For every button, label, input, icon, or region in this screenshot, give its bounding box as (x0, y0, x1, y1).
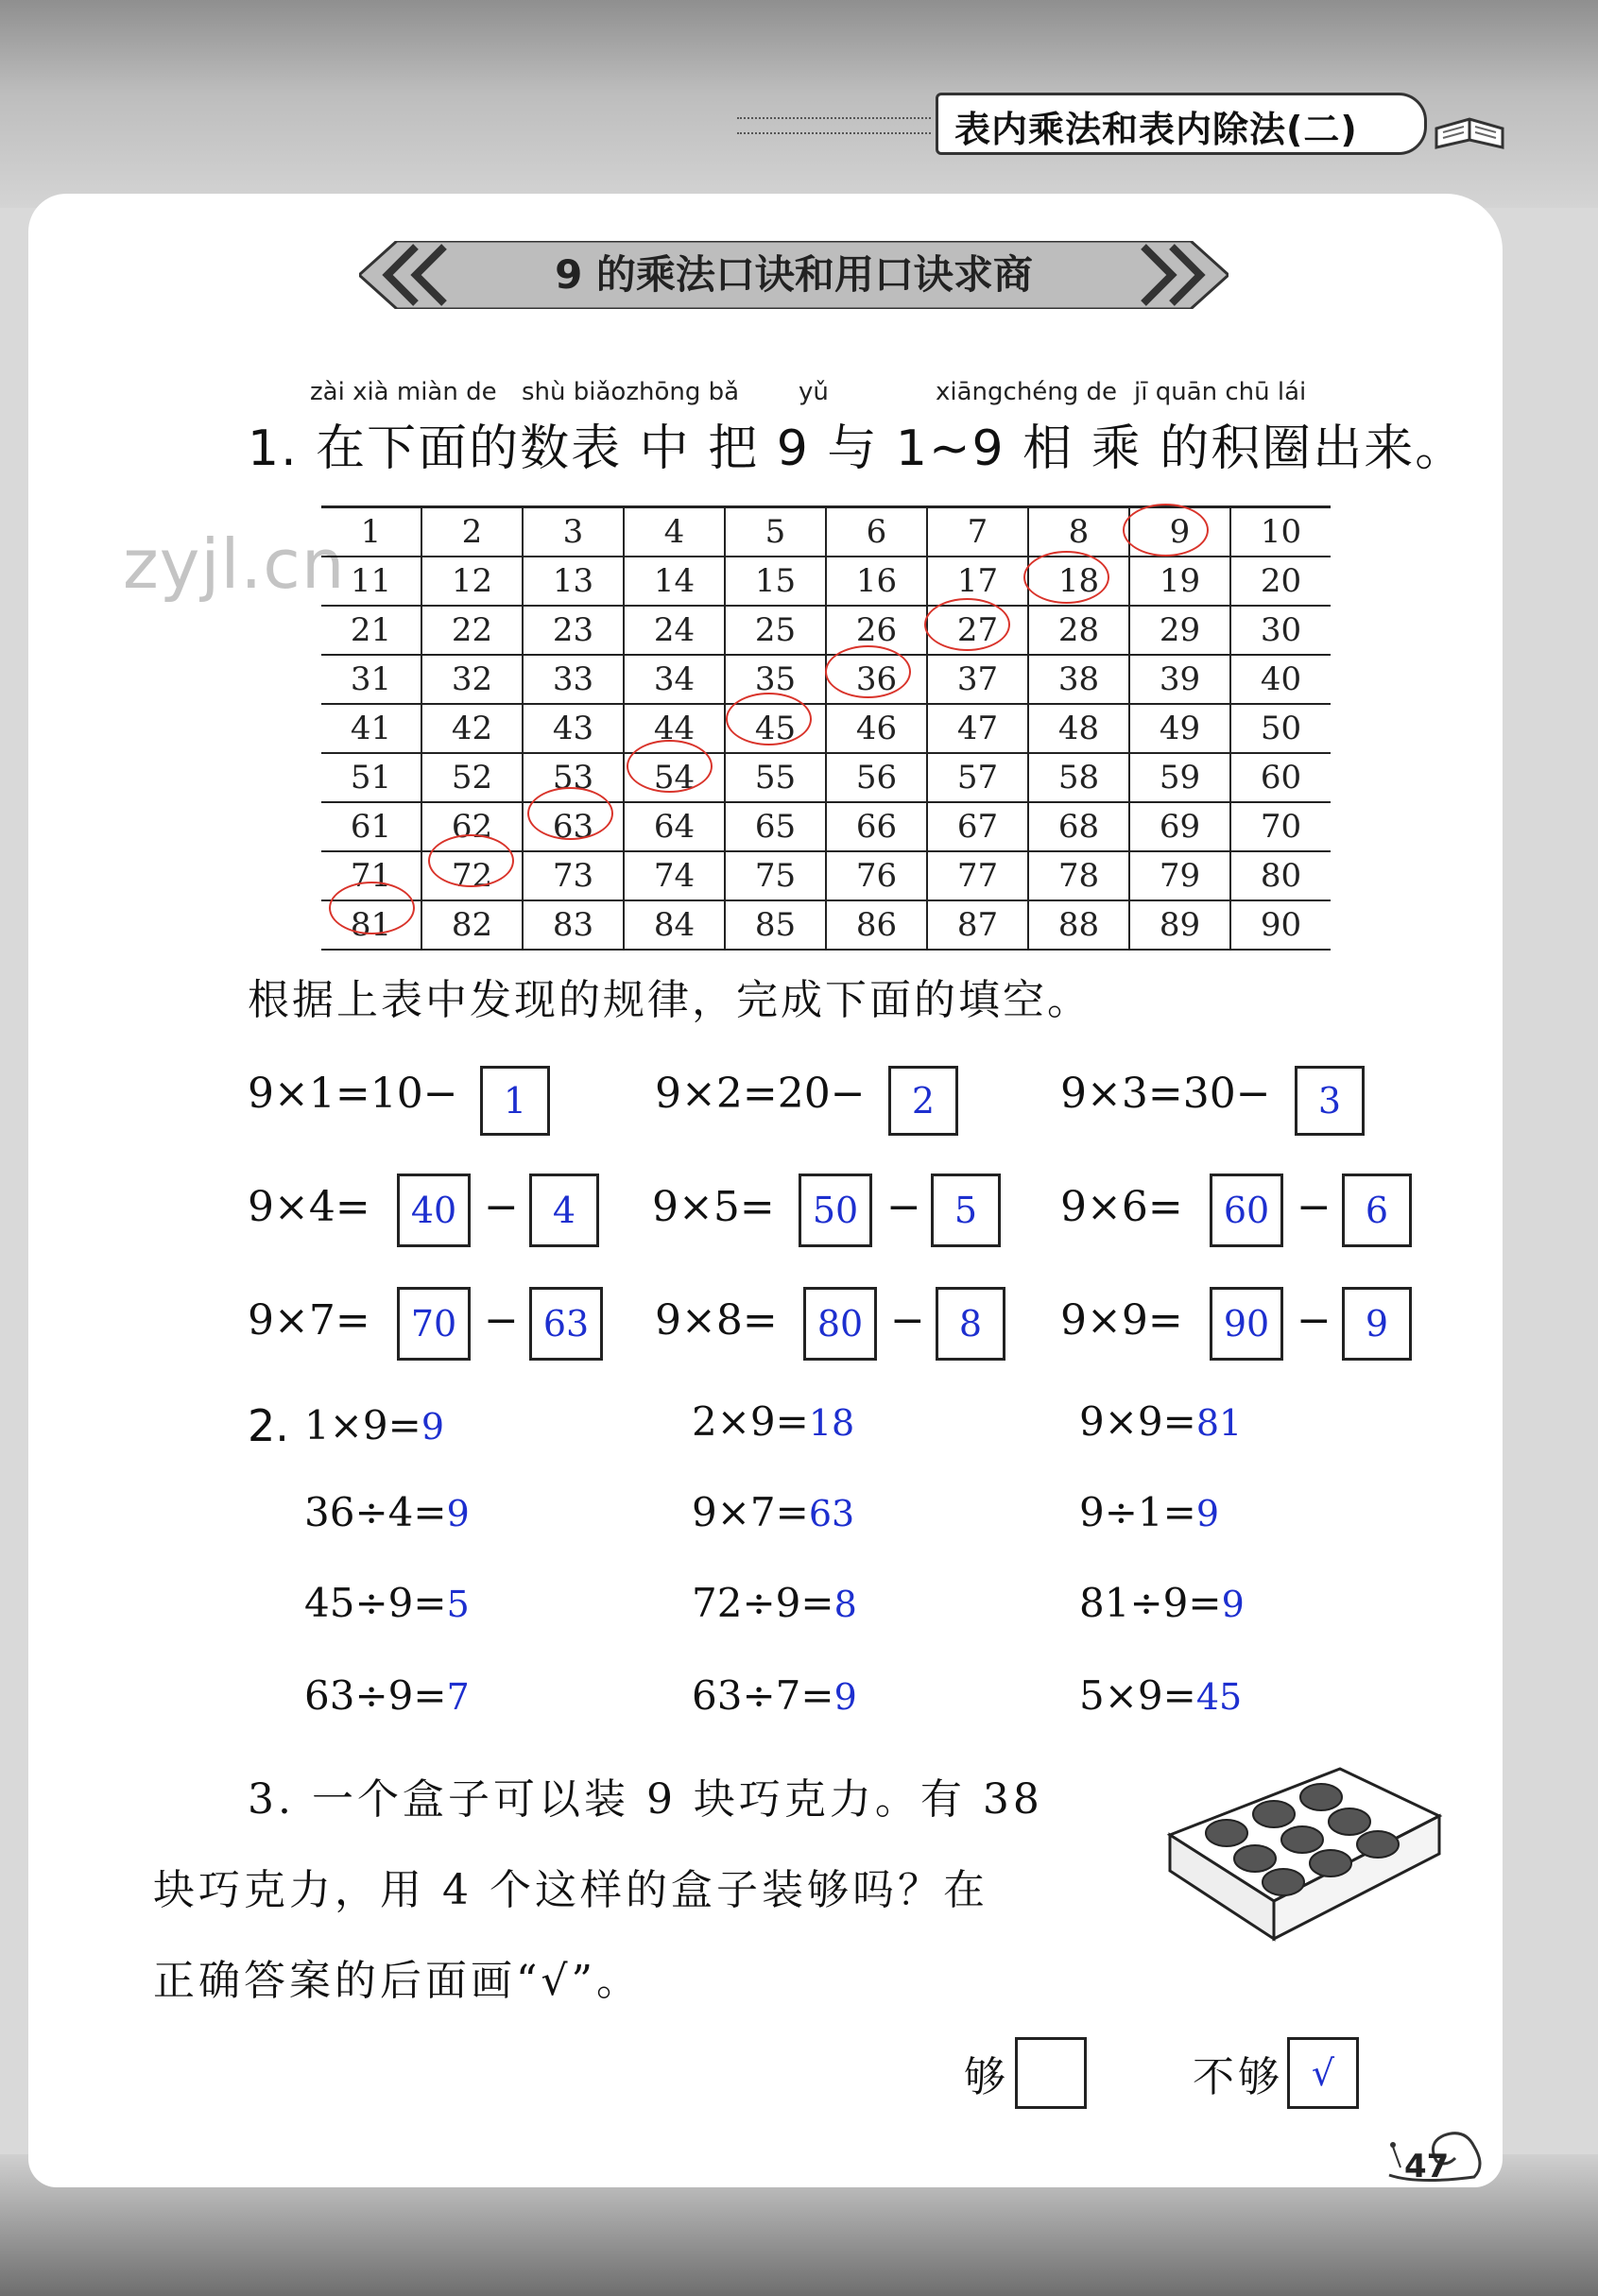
table-cell[interactable]: 31 (321, 655, 421, 704)
minus-sign: − (484, 1183, 519, 1231)
table-cell[interactable]: 46 (826, 704, 927, 753)
calc-answer[interactable]: 9 (1195, 1493, 1220, 1534)
fill-answer-box-8a[interactable]: 80 (803, 1287, 877, 1361)
table-cell[interactable]: 7 (927, 507, 1028, 557)
book-icon (1432, 91, 1507, 157)
fill-expr-3: 9×3=30− (1060, 1070, 1271, 1118)
calc-expr: 45÷9= (304, 1580, 447, 1626)
calc-answer[interactable]: 9 (446, 1493, 470, 1534)
calc-answer[interactable]: 8 (833, 1584, 857, 1625)
table-cell[interactable]: 24 (624, 606, 725, 655)
table-cell[interactable]: 16 (826, 557, 927, 606)
table-cell[interactable]: 70 (1230, 802, 1331, 851)
header-decor-lines (737, 117, 931, 134)
table-cell[interactable]: 83 (523, 900, 624, 950)
table-cell[interactable]: 71 (321, 851, 421, 900)
table-cell[interactable]: 23 (523, 606, 624, 655)
table-cell[interactable]: 64 (624, 802, 725, 851)
table-cell[interactable]: 59 (1129, 753, 1230, 802)
table-cell[interactable]: 87 (927, 900, 1028, 950)
table-cell[interactable]: 1 (321, 507, 421, 557)
table-cell[interactable]: 74 (624, 851, 725, 900)
table-cell[interactable]: 63 (523, 802, 624, 851)
question-3-line-2: 块巧克力，用 4 个这样的盒子装够吗？在 (153, 1866, 988, 1914)
table-cell[interactable]: 68 (1028, 802, 1129, 851)
table-cell[interactable]: 15 (725, 557, 826, 606)
table-cell[interactable]: 69 (1129, 802, 1230, 851)
table-cell[interactable]: 51 (321, 753, 421, 802)
calc-expr: 5×9= (1079, 1672, 1196, 1719)
fill-answer-box-7a[interactable]: 70 (397, 1287, 471, 1361)
table-row (321, 606, 1331, 655)
table-cell[interactable]: 73 (523, 851, 624, 900)
answer-circle (924, 598, 1010, 651)
calc-answer[interactable]: 63 (808, 1493, 855, 1534)
table-cell[interactable]: 28 (1028, 606, 1129, 655)
table-cell[interactable]: 8 (1028, 507, 1129, 557)
fill-expr-2: 9×2=20− (655, 1070, 866, 1118)
option-enough-box[interactable] (1015, 2037, 1087, 2109)
table-cell[interactable]: 9 (1129, 507, 1230, 557)
table-cell[interactable]: 79 (1129, 851, 1230, 900)
table-cell[interactable]: 40 (1230, 655, 1331, 704)
table-cell[interactable]: 18 (1028, 557, 1129, 606)
table-cell[interactable]: 80 (1230, 851, 1331, 900)
table-cell[interactable]: 54 (624, 753, 725, 802)
table-cell[interactable]: 12 (421, 557, 523, 606)
calc-expr: 36÷4= (304, 1489, 447, 1535)
table-cell[interactable]: 26 (826, 606, 927, 655)
table-cell[interactable]: 61 (321, 802, 421, 851)
calc-expr: 63÷9= (304, 1672, 447, 1719)
table-cell[interactable]: 22 (421, 606, 523, 655)
calc-answer[interactable]: 9 (1221, 1584, 1245, 1625)
table-cell[interactable]: 76 (826, 851, 927, 900)
calc-expr: 1×9= (304, 1402, 421, 1448)
table-cell[interactable]: 90 (1230, 900, 1331, 950)
section-title: 9 的乘法口诀和用口诀求商 (555, 251, 1033, 298)
option-not-enough-box[interactable]: √ (1287, 2037, 1359, 2109)
fill-expr-7: 9×7= (248, 1296, 370, 1345)
fill-expr-4: 9×4= (248, 1183, 370, 1231)
table-cell[interactable]: 78 (1028, 851, 1129, 900)
calc-answer[interactable]: 18 (808, 1402, 855, 1444)
calc-answer[interactable]: 9 (833, 1676, 857, 1718)
table-cell[interactable]: 65 (725, 802, 826, 851)
watermark: zyjl.cn (123, 524, 346, 604)
pinyin-4: xiāngchéng de (936, 378, 1118, 406)
minus-sign: − (1297, 1183, 1332, 1231)
table-cell[interactable]: 60 (1230, 753, 1331, 802)
table-cell[interactable]: 77 (927, 851, 1028, 900)
question-3-line-1: 3. 一个盒子可以装 9 块巧克力。有 38 (248, 1775, 1043, 1824)
table-cell[interactable]: 84 (624, 900, 725, 950)
table-cell[interactable]: 25 (725, 606, 826, 655)
calc-answer[interactable]: 5 (446, 1584, 470, 1625)
minus-sign: − (484, 1296, 519, 1345)
fill-answer-box-9a[interactable]: 90 (1210, 1287, 1283, 1361)
fill-answer-box-6a[interactable]: 60 (1210, 1174, 1283, 1247)
answer-circle (329, 882, 415, 934)
table-cell[interactable]: 33 (523, 655, 624, 704)
table-cell[interactable]: 67 (927, 802, 1028, 851)
calc-answer[interactable]: 81 (1195, 1402, 1243, 1444)
table-cell[interactable]: 3 (523, 507, 624, 557)
answer-circle (428, 834, 514, 887)
table-cell[interactable]: 14 (624, 557, 725, 606)
table-cell[interactable]: 11 (321, 557, 421, 606)
option-enough-label: 够 (964, 2053, 1009, 2101)
table-cell[interactable]: 50 (1230, 704, 1331, 753)
pinyin-3: yǔ (799, 378, 829, 406)
table-row (321, 900, 1331, 950)
table-cell[interactable]: 21 (321, 606, 421, 655)
page-number: 47 (1404, 2148, 1450, 2185)
section-banner (359, 241, 1229, 309)
fill-expr-9: 9×9= (1060, 1296, 1183, 1345)
fill-instruction: 根据上表中发现的规律，完成下面的填空。 (248, 976, 1091, 1024)
table-cell[interactable]: 27 (927, 606, 1028, 655)
table-cell[interactable]: 36 (826, 655, 927, 704)
calc-expr: 2×9= (692, 1398, 809, 1445)
table-cell[interactable]: 34 (624, 655, 725, 704)
pinyin-5: jī quān chū lái (1134, 378, 1307, 406)
calc-answer[interactable]: 9 (421, 1406, 445, 1448)
table-cell[interactable]: 75 (725, 851, 826, 900)
fill-answer-box-5a[interactable]: 50 (799, 1174, 872, 1247)
question-1-text: 1. 在下面的数表 中 把 9 与 1~9 相 乘 的积圈出来。 (248, 420, 1467, 477)
calc-answer[interactable]: 45 (1195, 1676, 1243, 1718)
table-cell[interactable]: 30 (1230, 606, 1331, 655)
table-cell[interactable]: 66 (826, 802, 927, 851)
table-cell[interactable]: 57 (927, 753, 1028, 802)
chapter-title: 表内乘法和表内除法(二) (954, 109, 1358, 150)
table-cell[interactable]: 42 (421, 704, 523, 753)
fill-answer-box-1[interactable]: 1 (480, 1066, 550, 1136)
table-cell[interactable]: 44 (624, 704, 725, 753)
calc-answer[interactable]: 7 (446, 1676, 470, 1718)
table-cell[interactable]: 48 (1028, 704, 1129, 753)
minus-sign: − (1297, 1296, 1332, 1345)
table-cell[interactable]: 81 (321, 900, 421, 950)
fill-answer-box-9b[interactable]: 9 (1342, 1287, 1412, 1361)
fill-expr-6: 9×6= (1060, 1183, 1183, 1231)
fill-expr-1: 9×1=10− (248, 1070, 458, 1118)
fill-answer-box-2[interactable]: 2 (888, 1066, 958, 1136)
table-cell[interactable]: 89 (1129, 900, 1230, 950)
table-cell[interactable]: 39 (1129, 655, 1230, 704)
table-cell[interactable]: 29 (1129, 606, 1230, 655)
fill-answer-box-4b[interactable]: 4 (529, 1174, 599, 1247)
fill-answer-box-8b[interactable]: 8 (936, 1287, 1005, 1361)
table-row (321, 704, 1331, 753)
fill-answer-box-6b[interactable]: 6 (1342, 1174, 1412, 1247)
table-cell[interactable]: 17 (927, 557, 1028, 606)
table-cell[interactable]: 49 (1129, 704, 1230, 753)
table-cell[interactable]: 38 (1028, 655, 1129, 704)
calc-expr: 9×7= (692, 1489, 809, 1535)
option-not-enough-label: 不够 (1193, 2053, 1283, 2101)
table-cell[interactable]: 53 (523, 753, 624, 802)
table-cell[interactable]: 72 (421, 851, 523, 900)
table-cell[interactable]: 32 (421, 655, 523, 704)
table-cell[interactable]: 45 (725, 704, 826, 753)
table-row (321, 557, 1331, 606)
table-cell[interactable]: 4 (624, 507, 725, 557)
table-cell[interactable]: 55 (725, 753, 826, 802)
table-cell[interactable]: 10 (1230, 507, 1331, 557)
table-cell[interactable]: 13 (523, 557, 624, 606)
fill-answer-box-7b[interactable]: 63 (529, 1287, 603, 1361)
calc-expr: 9×9= (1079, 1398, 1196, 1445)
calc-expr: 72÷9= (692, 1580, 834, 1626)
table-cell[interactable]: 56 (826, 753, 927, 802)
table-cell[interactable]: 5 (725, 507, 826, 557)
fill-answer-box-4a[interactable]: 40 (397, 1174, 471, 1247)
table-cell[interactable]: 19 (1129, 557, 1230, 606)
table-cell[interactable]: 47 (927, 704, 1028, 753)
table-cell[interactable]: 62 (421, 802, 523, 851)
calc-expr: 9÷1= (1079, 1489, 1196, 1535)
table-cell[interactable]: 86 (826, 900, 927, 950)
answer-circle (1023, 551, 1109, 604)
table-cell[interactable]: 85 (725, 900, 826, 950)
pinyin-1: zài xià miàn de (310, 378, 497, 406)
table-cell[interactable]: 37 (927, 655, 1028, 704)
fill-answer-box-3[interactable]: 3 (1295, 1066, 1365, 1136)
answer-circle (1123, 504, 1209, 557)
fill-answer-box-5b[interactable]: 5 (931, 1174, 1001, 1247)
minus-sign: − (886, 1183, 921, 1231)
calc-expr: 63÷7= (692, 1672, 834, 1719)
answer-circle (825, 645, 911, 698)
table-cell[interactable]: 35 (725, 655, 826, 704)
chocolate-box-image (1160, 1759, 1444, 1958)
answer-circle (726, 693, 812, 745)
table-cell[interactable]: 6 (826, 507, 927, 557)
question-2-label: 2. (248, 1400, 289, 1451)
answer-circle (527, 787, 613, 840)
table-row (321, 753, 1331, 802)
minus-sign: − (890, 1296, 925, 1345)
fill-expr-5: 9×5= (652, 1183, 775, 1231)
table-cell[interactable]: 20 (1230, 557, 1331, 606)
calc-expr: 81÷9= (1079, 1580, 1222, 1626)
table-cell[interactable]: 82 (421, 900, 523, 950)
table-cell[interactable]: 52 (421, 753, 523, 802)
pinyin-2: shù biǎozhōng bǎ (522, 378, 740, 406)
fill-expr-8: 9×8= (655, 1296, 778, 1345)
table-cell[interactable]: 88 (1028, 900, 1129, 950)
table-cell[interactable]: 58 (1028, 753, 1129, 802)
table-cell[interactable]: 41 (321, 704, 421, 753)
answer-circle (627, 740, 713, 793)
question-3-line-3: 正确答案的后面画“√”。 (153, 1957, 643, 2005)
table-cell[interactable]: 2 (421, 507, 523, 557)
table-cell[interactable]: 43 (523, 704, 624, 753)
